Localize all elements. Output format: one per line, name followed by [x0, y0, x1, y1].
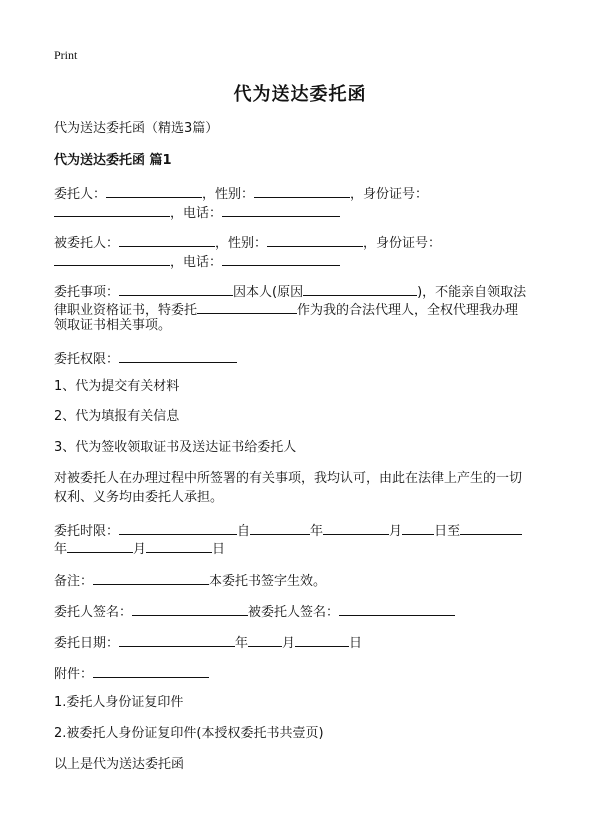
matter-line-2a: 律职业资格证书，特委托	[54, 303, 198, 318]
agent-phone-label: ，电话：	[170, 255, 223, 270]
date-month: 月	[282, 636, 296, 651]
client-phone-label: ，电话：	[170, 206, 223, 221]
acknowledgement-line-2: 权利、义务均由委托人承担。	[54, 490, 224, 505]
client-gender-blank	[254, 183, 350, 198]
date-row	[54, 632, 362, 653]
term-month-blank	[323, 520, 389, 535]
term-day-to: 日至	[434, 524, 461, 539]
date-label: 委托日期：	[54, 636, 120, 651]
remarks-text: 本委托书签字生效。	[209, 574, 327, 589]
attachment-item: 2.被委托人身份证复印件(本授权委托书共壹页)	[54, 726, 324, 741]
term-from: 自	[237, 524, 251, 539]
authority-row	[54, 348, 237, 369]
matter-line-2b: 作为我的合法代理人，全权代理我办理	[297, 303, 519, 318]
date-year-blank	[119, 632, 235, 647]
agent-row-2	[54, 251, 340, 272]
term-year: 年	[310, 524, 324, 539]
client-signature-blank	[132, 601, 248, 616]
subtitle: 代为送达委托函（精选3篇）	[54, 121, 219, 136]
document-title: 代为送达委托函	[233, 84, 367, 105]
agent-row	[54, 232, 441, 253]
authority-blank	[119, 348, 237, 363]
client-gender-label: ，性别：	[202, 187, 255, 202]
date-day-blank	[295, 632, 349, 647]
agent-label: 被委托人：	[54, 236, 120, 251]
attachments-label: 附件：	[54, 667, 94, 682]
agent-signature-blank	[339, 601, 455, 616]
attachment-item: 1.委托人身份证复印件	[54, 695, 184, 710]
remarks-label: 备注：	[54, 574, 94, 589]
authority-label: 委托权限：	[54, 352, 120, 367]
authority-item: 2、代为填报有关信息	[54, 409, 180, 424]
term-year-2: 年	[54, 542, 68, 557]
term-day-2: 日	[212, 542, 226, 557]
agent-signature-label: 被委托人签名：	[248, 605, 340, 620]
term-label: 委托时限：	[54, 524, 120, 539]
agent-id-blank	[54, 251, 170, 266]
attachments-blank	[93, 663, 209, 678]
agent-gender-label: ，性别：	[215, 236, 268, 251]
client-row	[54, 183, 428, 204]
remarks-row	[54, 570, 326, 591]
client-signature-label: 委托人签名：	[54, 605, 133, 620]
print-label[interactable]: Print	[54, 48, 78, 62]
matter-mid-1: 因本人(原因	[233, 285, 304, 300]
term-year-blank	[250, 520, 310, 535]
matter-mid-2: )，不能亲自领取法	[417, 285, 527, 300]
term-end-blank	[460, 520, 522, 535]
agent-id-label: ，身份证号：	[363, 236, 442, 251]
term-month2-blank	[67, 538, 133, 553]
date-month-blank	[248, 632, 282, 647]
term-day-blank	[402, 520, 434, 535]
client-label: 委托人：	[54, 187, 107, 202]
authority-item: 3、代为签收领取证书及送达证书给委托人	[54, 440, 297, 455]
agent-gender-blank	[267, 232, 363, 247]
acknowledgement-line-1: 对被委托人在办理过程中所签署的有关事项，我均认可，由此在法律上产生的一切	[54, 471, 523, 486]
matter-label: 委托事项：	[54, 285, 120, 300]
term-day2-blank	[146, 538, 212, 553]
matter-line-3: 领取证书相关事项。	[54, 318, 172, 333]
client-phone-blank	[222, 202, 340, 217]
attachments-row	[54, 663, 209, 684]
date-day: 日	[349, 636, 363, 651]
matter-reason-blank	[303, 281, 417, 296]
authority-item: 1、代为提交有关材料	[54, 379, 180, 394]
date-year: 年	[235, 636, 249, 651]
matter-agent-blank	[197, 299, 297, 314]
client-id-blank	[54, 202, 170, 217]
agent-phone-blank	[222, 251, 340, 266]
term-blank	[119, 520, 237, 535]
footer-text: 以上是代为送达委托函	[54, 757, 185, 772]
client-id-label: ，身份证号：	[350, 187, 429, 202]
term-month: 月	[389, 524, 403, 539]
term-row-2	[54, 538, 225, 559]
signature-row	[54, 601, 455, 622]
remarks-blank	[93, 570, 209, 585]
matter-blank-1	[119, 281, 233, 296]
client-row-2	[54, 202, 340, 223]
client-name-blank	[106, 183, 202, 198]
term-month-2: 月	[133, 542, 147, 557]
agent-name-blank	[119, 232, 215, 247]
section-heading: 代为送达委托函 篇1	[54, 153, 172, 168]
